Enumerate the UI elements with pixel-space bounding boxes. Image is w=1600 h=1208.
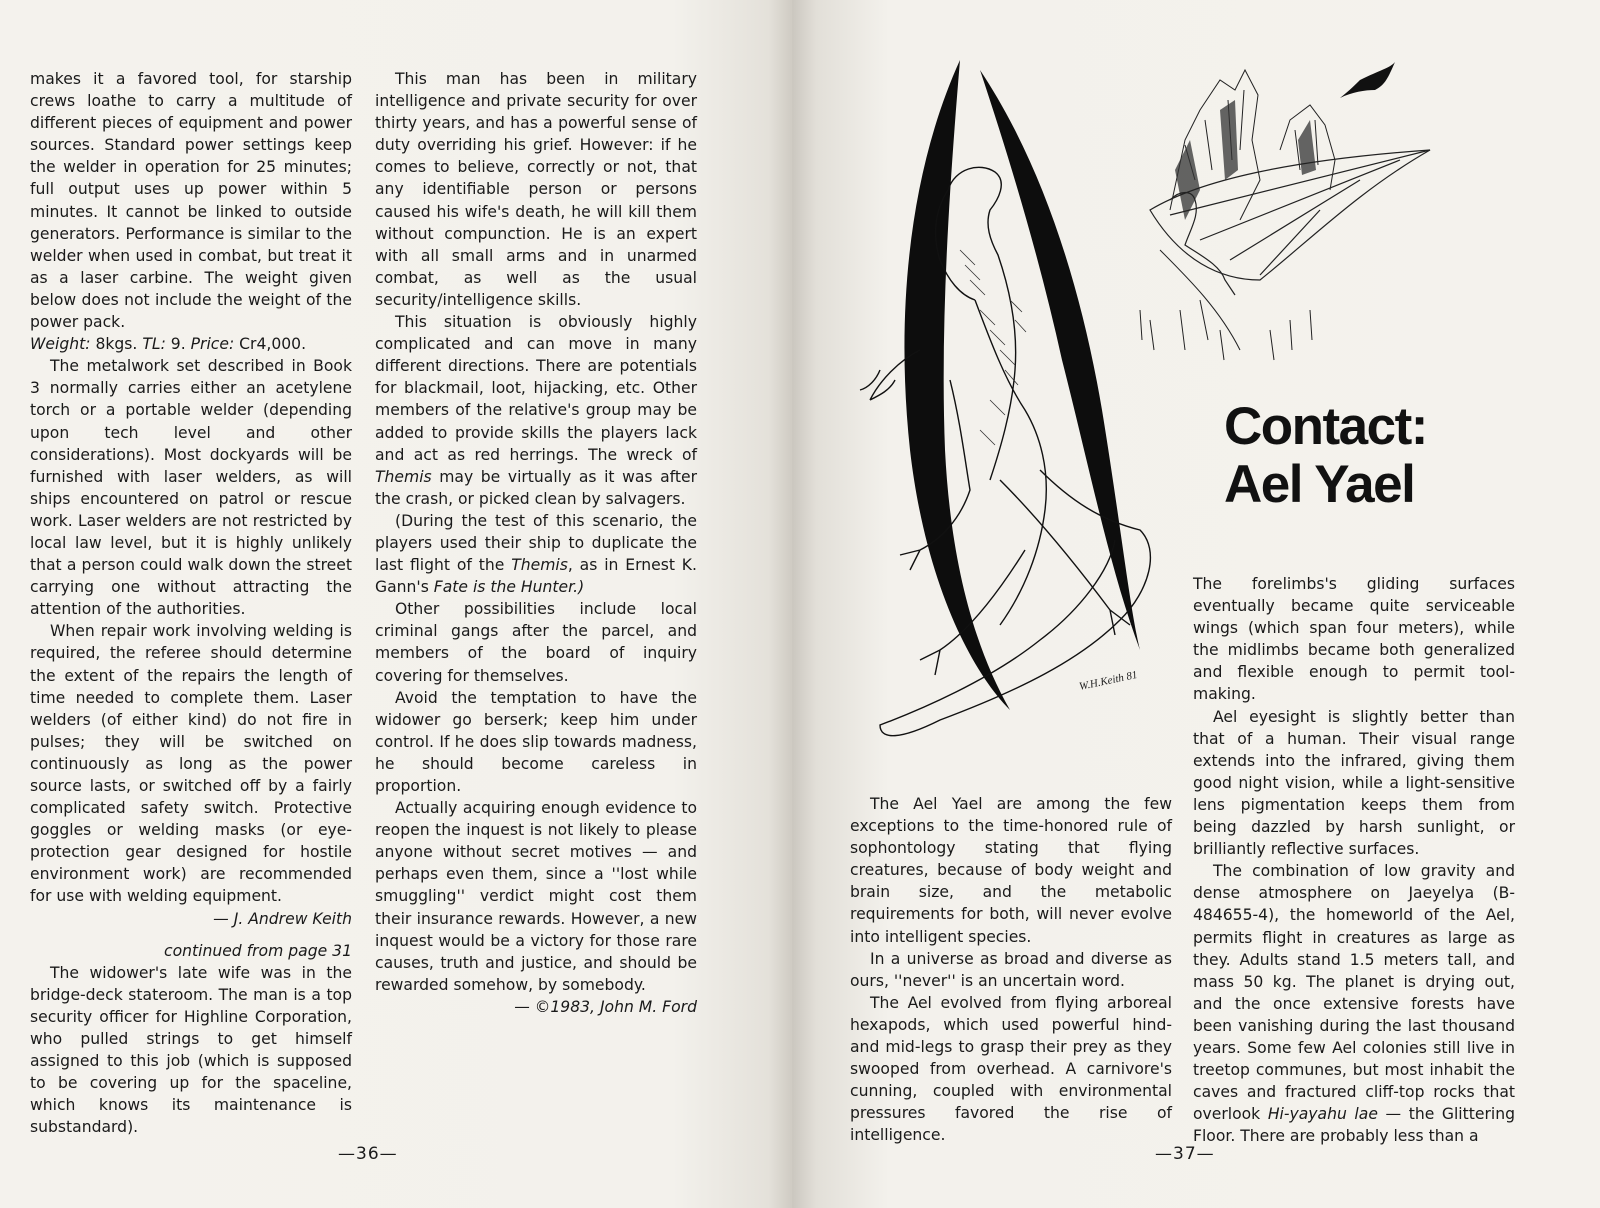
paragraph: makes it a favored tool, for starship crews loathe to carry a multitude of different pieces of equipment and power sources. Standard power settings keep the welder in operation for 25 minutes; full output uses up power within 5 minutes. It cannot be linked to outside generators. Performance is similar to the welder when used in combat, but treat it as a laser carbine. The weight given below does not include the weight of the power pack.: [30, 70, 352, 332]
page-number: —37—: [1155, 1144, 1215, 1164]
right-wing: [980, 70, 1140, 650]
text-run: — the Glittering Floor. There are probably less than a: [1193, 1105, 1515, 1146]
continued-note: continued from page 31: [164, 941, 352, 960]
cliff-rocks-sketch: [1140, 70, 1335, 360]
right-column-1: [850, 793, 1172, 1147]
distant-flyer: [1340, 62, 1395, 98]
paragraph: [375, 311, 697, 510]
left-page: [0, 0, 792, 1208]
text-run: may be virtually as it was after the crash, or picked clean by salvagers.: [375, 467, 697, 508]
stat-label: TL:: [142, 335, 166, 354]
text-run: This situation is obviously highly complicated and can move in many different directions. There are potentials for blackmail, loot, hijacking, etc. Other members of the relative's group may be added to provide skills the players lack and act as red herrings. The wreck of: [375, 313, 697, 464]
paragraph: In a universe as broad and diverse as ours, ''never'' is an uncertain word.: [850, 949, 1172, 990]
paragraph: The forelimbs's gliding surfaces eventually became quite serviceable wings (which span four meters), while the midlimbs became both generalized and flexible enough to permit tool-making.: [1193, 575, 1515, 704]
paragraph: Other possibilities include local criminal gangs after the parcel, and members of the board of inquiry covering for themselves.: [375, 600, 697, 685]
author-signature: — J. Andrew Keith: [213, 909, 352, 928]
text-run: , as in Ernest K. Gann's: [375, 556, 697, 597]
author-signature: — ©1983, John M. Ford: [514, 997, 697, 1016]
right-column-2: [1193, 573, 1515, 1147]
stat-label: Price:: [190, 335, 235, 354]
page-number: —36—: [338, 1144, 398, 1164]
paragraph: The Ael Yael are among the few exceptions to the time-honored rule of sophontology stating that flying creatures, because of body weight and brain size, and the metabolic requirements for both, will never evolve into intelligent species.: [850, 795, 1172, 946]
text-run: (During the test of this scenario, the players used their ship to duplicate the last flight of the: [375, 511, 697, 575]
text-run: The combination of low gravity and dense atmosphere on Jaeyelya (B-484655-4), the homeworld of the Ael, permits flight in creatures as large as they. Adults stand 1.5 meters tall, and mass 50 kg. The planet is drying out, and the once extensive forests have been vanishing during the last thousand years. Some few Ael colonies still live in treetop communes, but most inhabit the caves and fractured cliff-top rocks that overlook: [1193, 862, 1515, 1124]
article-title: [1224, 398, 1484, 514]
paragraph: The Ael evolved from flying arboreal hexapods, which used powerful hind- and mid-legs to grasp their prey as they swooped from overhead. A carnivore's cunning, coupled with environmental pressures favored the rise of intelligence.: [850, 993, 1172, 1145]
stat-value: 8kgs.: [90, 335, 143, 354]
paragraph: [375, 510, 697, 598]
paragraph: [1193, 860, 1515, 1147]
stat-label: Weight:: [30, 335, 91, 354]
weapon-stats: [30, 333, 352, 355]
paragraph: When repair work involving welding is required, the referee should determine the extent of the repairs the length of time needed to complete them. Laser welders (of either kind) do not fire in pulses; they will be switched on continuously as long as the power source lasts, or switched off by a fairly complicated safety switch. Protective goggles or welding masks (or eye-protection gear designed for hostile environment work) are recommended for use with welding equipment.: [30, 622, 352, 906]
artist-signature: W.H.Keith 81: [1078, 668, 1139, 693]
paragraph: Avoid the temptation to have the widower go berserk; keep him under control. If he does slip towards madness, he should become careless in proportion.: [375, 688, 697, 795]
stat-value: Cr4,000.: [234, 335, 307, 354]
left-column-1: [30, 68, 352, 1139]
title-line: Contact:: [1224, 397, 1427, 456]
left-column-2: [375, 68, 697, 1018]
left-wing: [904, 60, 1010, 710]
paragraph: The metalwork set described in Book 3 normally carries either an acetylene torch or a portable welder (depending upon tech level and other considerations). Most dockyards will be furnished with laser welders, as will ships encountered on patrol or rescue work. Laser welders are not restricted by local law level, but it is highly unlikely that a person could walk down the street carrying one without attracting the attention of the authorities.: [30, 357, 352, 619]
paragraph: Ael eyesight is slightly better than that of a human. Their visual range extends into the infrared, giving them good night vision, while a light-sensitive lens pigmentation keeps them from being dazzled by harsh sunlight, or brilliantly reflective surfaces.: [1193, 707, 1515, 859]
ship-name: Themis: [375, 467, 432, 486]
title-line: Ael Yael: [1224, 455, 1415, 514]
stat-value: 9.: [165, 335, 191, 354]
book-title: Fate is the Hunter.): [433, 578, 585, 597]
place-name: Hi-yayahu lae: [1267, 1105, 1378, 1124]
paragraph: This man has been in military intelligence and private security for over thirty years, and has a powerful sense of duty overriding his grief. However: if he comes to believe, correctly or not, that any identifiable person or persons caused his wife's death, he will kill them without compunction. He is an expert with all small arms and in unarmed combat, as well as the usual security/intelligence skills.: [375, 70, 697, 309]
paragraph: The widower's late wife was in the bridge-deck stateroom. The man is a top security officer for Highline Corporation, who pulled strings to get himself assigned to this job (which is supposed to be covering up for the spaceline, which knows its maintenance is substandard).: [30, 963, 352, 1137]
paragraph: Actually acquiring enough evidence to reopen the inquest is not likely to please anyone without secret motives — and perhaps even them, since a ''lost while smuggling'' verdict might cost them their insurance rewards. However, a new inquest would be a victory for those rare causes, truth and justice, and should be rewarded somehow, by somebody.: [375, 799, 697, 994]
ship-name: Themis: [511, 556, 568, 575]
